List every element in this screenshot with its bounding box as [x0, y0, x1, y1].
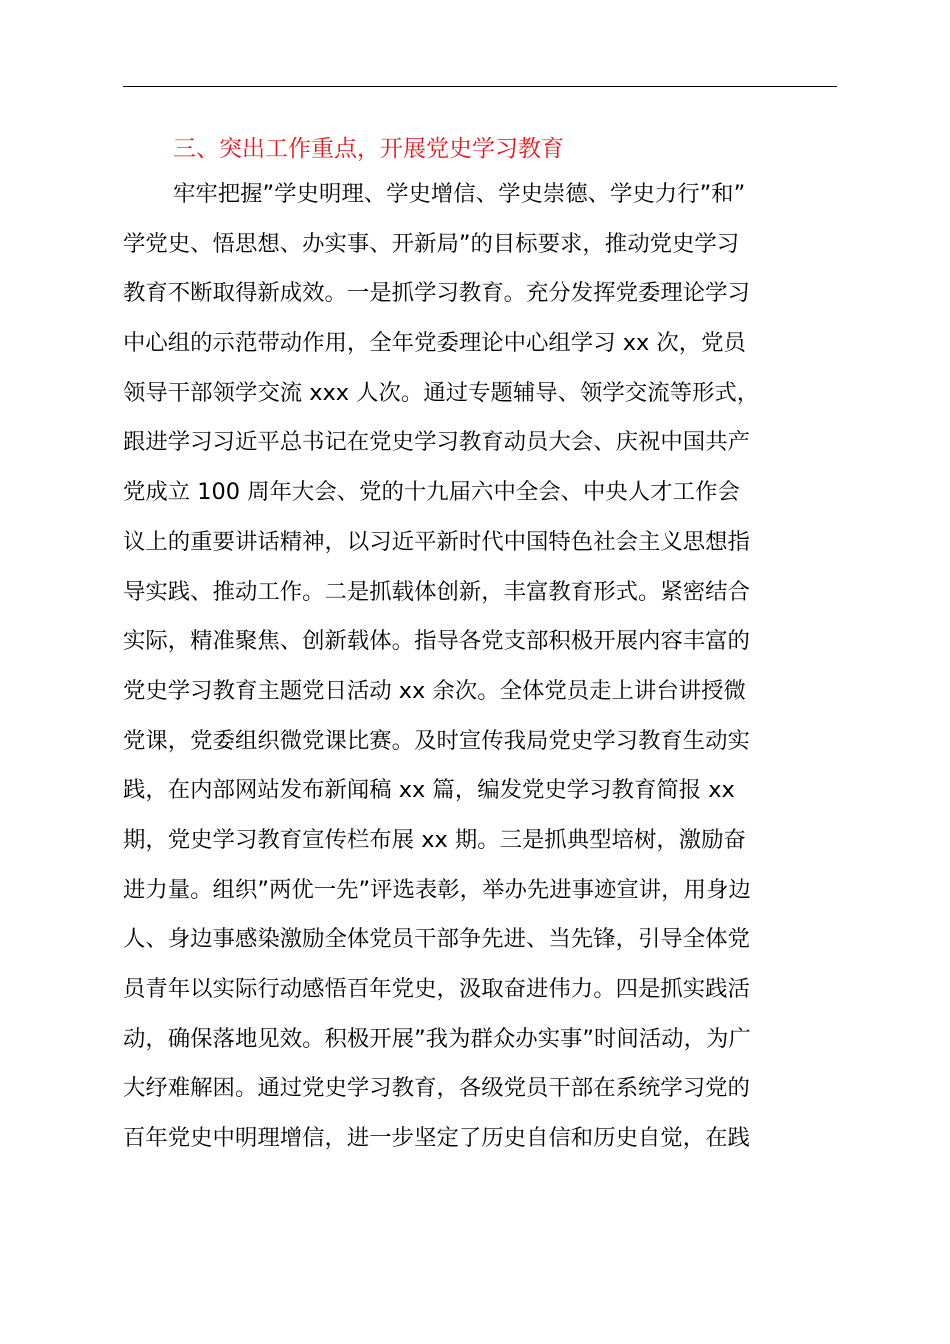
- header-divider: [123, 86, 837, 87]
- text-line: 领导干部领学交流 xxx 人次。通过专题辅导、领学交流等形式，: [123, 379, 760, 406]
- text-line: 牢牢把握”学史明理、学史增信、学史崇德、学史力行”和”: [173, 181, 746, 207]
- section-heading: 三、突出工作重点，开展党史学习教育: [173, 136, 564, 162]
- text-line: 期，党史学习教育宣传栏布展 xx 期。三是抓典型培树，激励奋: [123, 826, 746, 853]
- text-line: 党成立 100 周年大会、党的十九届六中全会、中央人才工作会: [123, 479, 740, 506]
- text-line: 人、身边事感染激励全体党员干部争先进、当先锋，引导全体党: [123, 926, 750, 953]
- text-line: 践，在内部网站发布新闻稿 xx 篇，编发党史学习教育简报 xx: [123, 777, 735, 804]
- text-line: 教育不断取得新成效。一是抓学习教育。充分发挥党委理论学习: [123, 280, 750, 307]
- text-line: 跟进学习习近平总书记在党史学习教育动员大会、庆祝中国共产: [123, 429, 750, 456]
- text-line: 党史学习教育主题党日活动 xx 余次。全体党员走上讲台讲授微: [123, 677, 746, 704]
- text-line: 大纾难解困。通过党史学习教育，各级党员干部在系统学习党的: [123, 1075, 750, 1102]
- text-line: 进力量。组织”两优一先”评选表彰，举办先进事迹宣讲，用身边: [123, 876, 751, 903]
- text-line: 党课，党委组织微党课比赛。及时宣传我局党史学习教育生动实: [123, 727, 750, 754]
- text-line: 员青年以实际行动感悟百年党史，汲取奋进伟力。四是抓实践活: [123, 976, 750, 1002]
- text-line: 学党史、悟思想、办实事、开新局”的目标要求，推动党史学习: [123, 230, 740, 257]
- body-paragraph: [123, 170, 843, 1164]
- text-line: 中心组的示范带动作用，全年党委理论中心组学习 xx 次，党员: [123, 330, 746, 357]
- text-line: 导实践、推动工作。二是抓载体创新，丰富教育形式。紧密结合: [123, 578, 750, 605]
- text-line: 实际，精准聚焦、创新载体。指导各党支部积极开展内容丰富的: [123, 628, 750, 655]
- text-line: 百年党史中明理增信，进一步坚定了历史自信和历史自觉，在践: [123, 1125, 750, 1152]
- text-line: 动，确保落地见效。积极开展”我为群众办实事”时间活动，为广: [123, 1025, 751, 1052]
- text-line: 议上的重要讲话精神，以习近平新时代中国特色社会主义思想指: [123, 528, 750, 555]
